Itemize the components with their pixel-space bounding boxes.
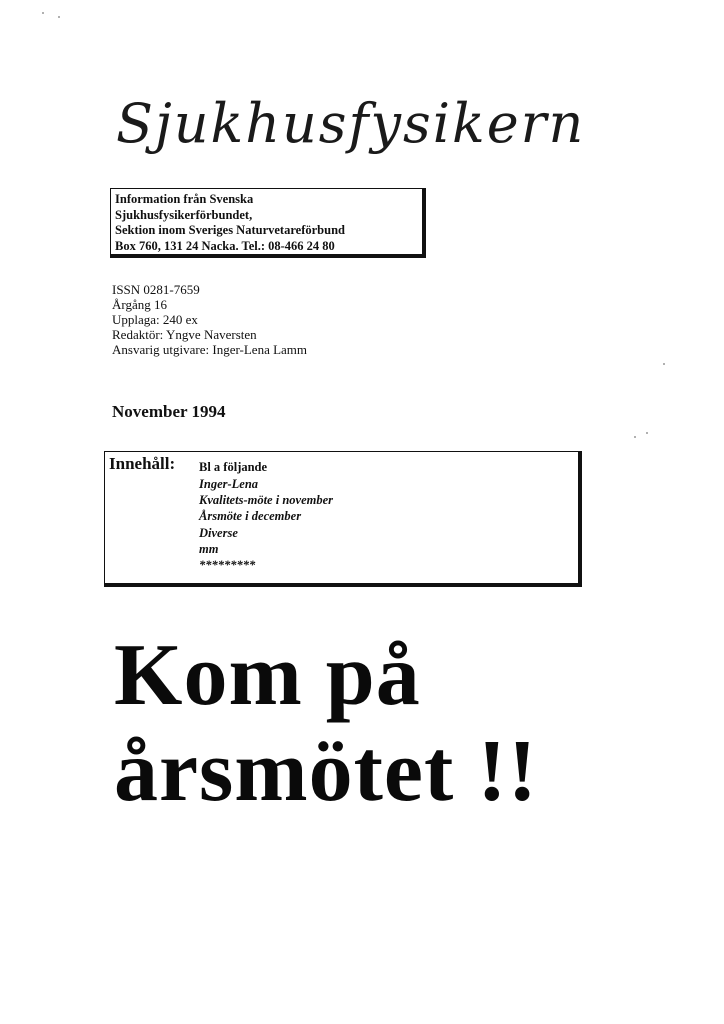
headline (114, 628, 538, 820)
publisher-info-line: Sjukhusfysikerförbundet, (115, 207, 253, 222)
publisher-info-line: Information från Svenska (115, 192, 254, 206)
scan-speck (663, 363, 665, 365)
contents-heading: Innehåll: (109, 454, 176, 473)
headline-line-2: årsmötet !! (114, 723, 538, 820)
contents-intro: Bl a följande (199, 460, 268, 474)
list-item: mm (199, 541, 219, 556)
masthead-title: Sjukhusfysikern (116, 92, 586, 155)
issue-date: November 1994 (112, 402, 226, 421)
scan-speck (42, 12, 44, 14)
issn: ISSN 0281-7659 (112, 282, 200, 297)
scan-speck (58, 16, 60, 18)
scan-speck (634, 436, 636, 438)
headline-line-1: Kom på (114, 627, 421, 724)
publisher-info-box (110, 188, 426, 258)
scan-speck (646, 432, 648, 434)
list-item: Diverse (199, 525, 238, 540)
publisher-info-line: Sektion inom Sveriges Naturvetareförbund (115, 223, 345, 237)
list-item: ********* (199, 558, 256, 573)
publisher-info-line: Box 760, 131 24 Nacka. Tel.: 08-466 24 80 (115, 238, 335, 253)
list-item: Inger-Lena (199, 477, 259, 491)
list-item: Kvalitets-möte i november (199, 493, 334, 508)
publisher-responsible: Ansvarig utgivare: Inger-Lena Lamm (112, 342, 308, 357)
publication-details (112, 282, 307, 357)
contents-list (199, 459, 333, 573)
table-of-contents-box (104, 451, 582, 587)
editor: Redaktör: Yngve Naversten (112, 327, 257, 342)
list-item: Årsmöte i december (199, 509, 302, 524)
print-run: Upplaga: 240 ex (112, 312, 198, 327)
volume: Årgång 16 (112, 297, 168, 312)
